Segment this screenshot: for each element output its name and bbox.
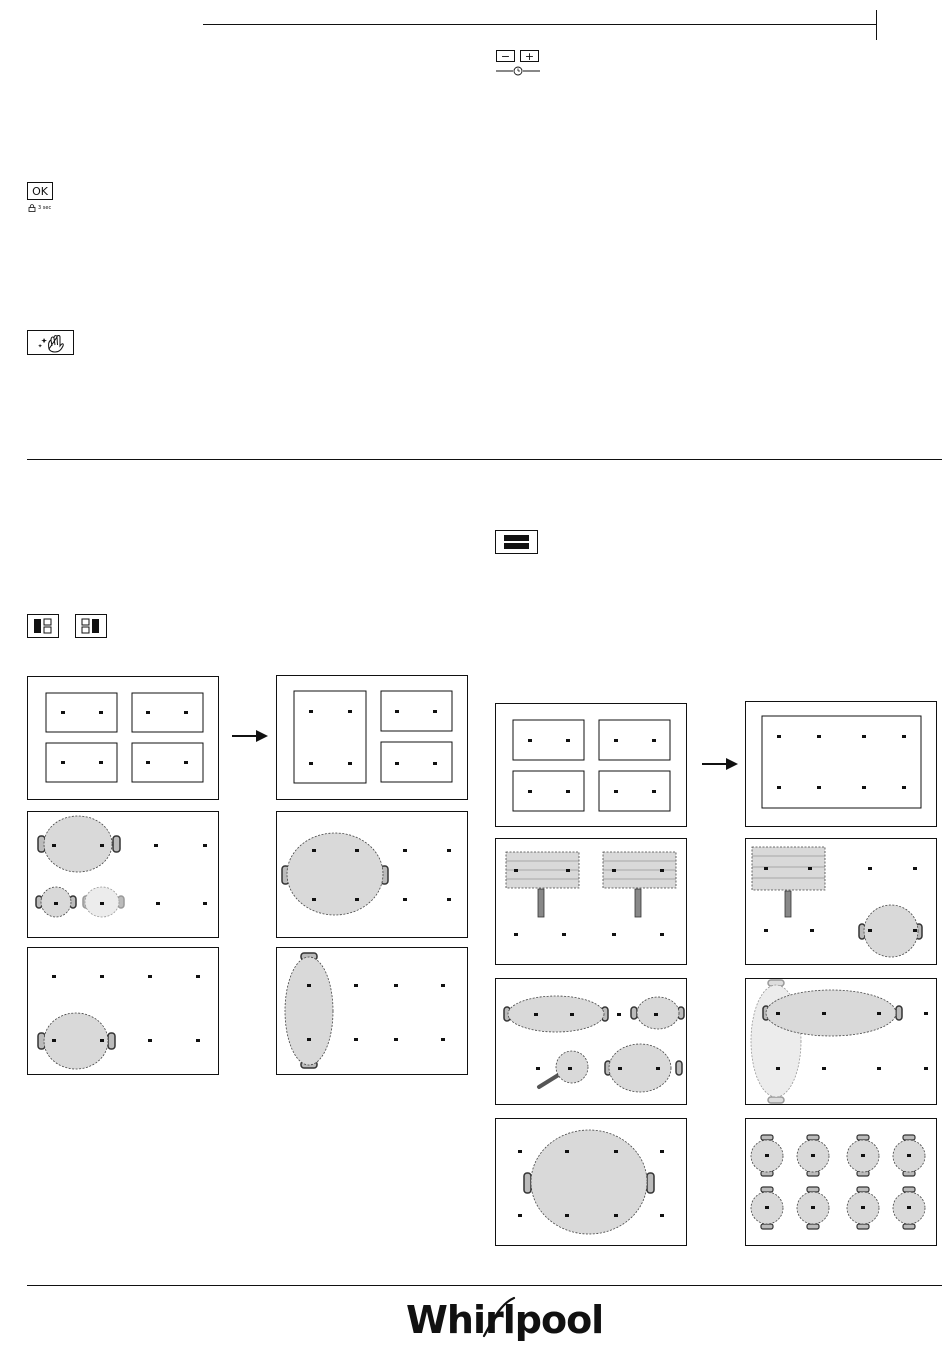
cooktop-xl-pan-diagram [495,1118,687,1246]
cooktop-mixed-pans-diagram [495,978,687,1105]
top-rule-tick [876,10,877,40]
section-rule [27,459,942,460]
timer-clock-icon [494,64,544,78]
double-horizontal-zone-icon [495,530,538,554]
vertical-bridge-icon [27,614,59,638]
wipe-hand-icon [27,330,74,355]
brand-name: Whirlpool [406,1298,604,1342]
cooktop-four-zones-diagram [495,703,687,827]
ok-key [27,182,53,200]
logo-swoosh-icon [470,1292,530,1340]
cooktop-left-bridge-diagram [276,675,468,800]
arrow-right-icon [700,756,740,772]
lock-hint [28,203,51,212]
lock-hint-label: 3 sec [38,204,52,211]
horizontal-bridge-icon [75,614,107,638]
cooktop-four-zones-diagram [27,676,219,800]
cooktop-griddle-pan-diagram [745,838,937,965]
cooktop-oval-pan-diagram [276,947,468,1075]
cooktop-long-pans-diagram [745,978,937,1105]
cooktop-griddle-diagram [495,838,687,965]
top-rule [203,24,876,25]
cooktop-large-pan-diagram [276,811,468,938]
footer-rule [27,1285,942,1286]
lock-icon [28,204,36,212]
arrow-right-icon [230,728,270,744]
cooktop-pans-diagram [27,811,219,938]
plus-key [520,50,539,62]
minus-key [496,50,515,62]
ok-key-label: OK [32,184,48,198]
cooktop-eight-pans-diagram [745,1118,937,1246]
cooktop-full-bridge-diagram [745,701,937,827]
plus-key-label: + [524,49,535,63]
minus-key-label: − [500,49,511,63]
cooktop-single-pan-diagram [27,947,219,1075]
